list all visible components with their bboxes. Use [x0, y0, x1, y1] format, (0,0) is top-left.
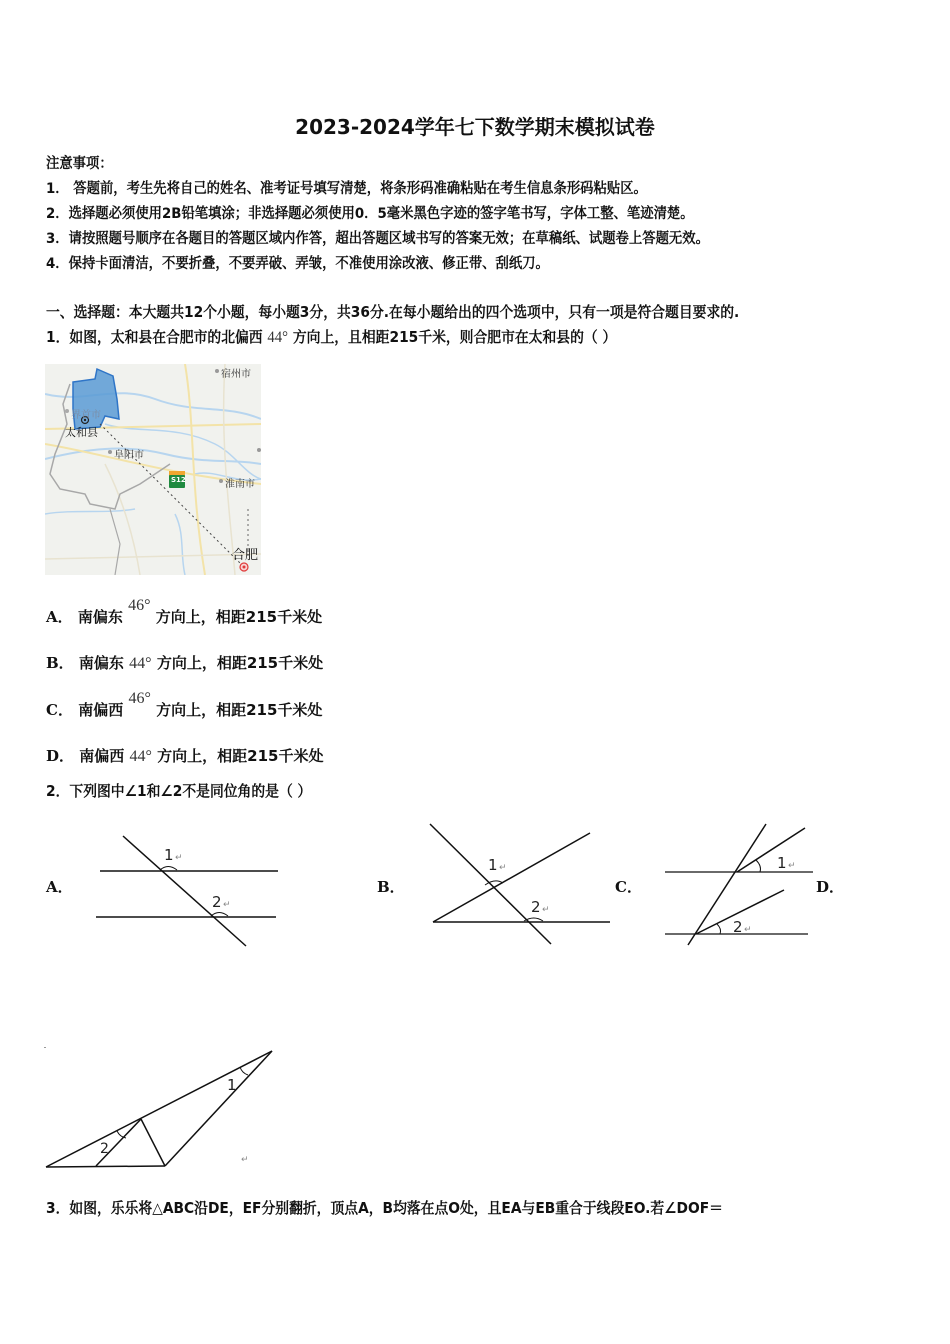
- q2-figure-c: [655, 820, 825, 950]
- q1-option-d[interactable]: [46, 745, 323, 766]
- q2-figure-b: [428, 820, 618, 950]
- map-label-jieshou: 界首市: [71, 410, 101, 421]
- q1-option-b[interactable]: [46, 652, 323, 673]
- option-letter: A．: [46, 608, 73, 626]
- option-letter: B．: [46, 654, 74, 672]
- q2-label-d[interactable]: D．: [816, 878, 845, 896]
- q1-stem-angle: 44°: [267, 329, 289, 346]
- angle-label-1: 1: [227, 1076, 237, 1094]
- option-direction: 南偏东: [78, 654, 124, 672]
- angle-label-2: 2: [212, 893, 222, 911]
- angle-label-1: 1: [488, 856, 498, 874]
- angle-label-1: 1: [777, 854, 787, 872]
- q1-stem-after: 方向上，且相距215千米，则合肥市在太和县的（ ）: [292, 328, 617, 346]
- return-mark: ↵: [223, 900, 231, 910]
- option-angle: 46°: [128, 597, 151, 614]
- option-direction: 南偏东: [77, 608, 123, 626]
- angle-label-2: 2: [531, 898, 541, 916]
- return-mark: ↵: [744, 925, 752, 935]
- map-label-fuyang: 阜阳市: [114, 450, 144, 461]
- option-direction: 南偏西: [79, 747, 125, 765]
- map-graphic: [45, 364, 261, 575]
- map-label-taihe: 太和县: [65, 426, 98, 439]
- map-road-badge: S12: [171, 476, 186, 484]
- section-heading: 一、选择题：本大题共12个小题，每小题3分，共36分.在每小题给出的四个选项中，只有一项是符合题目要求的.: [46, 303, 740, 321]
- notice-item-3: 3．请按照题号顺序在各题目的答题区域内作答，超出答题区域书写的答案无效；在草稿纸、试题卷上答题无效。: [46, 231, 709, 247]
- angle-label-2: 2: [733, 918, 743, 936]
- map-label-huainan: 淮南市: [225, 479, 255, 490]
- map-label-suzhou: 宿州市: [221, 369, 251, 380]
- option-rest: 方向上，相距215千米处: [155, 608, 323, 626]
- q1-option-a[interactable]: [46, 597, 323, 627]
- option-letter: D．: [46, 747, 75, 765]
- q1-option-c[interactable]: [46, 690, 323, 720]
- page-title: 2023-2024学年七下数学期末模拟试卷: [295, 115, 655, 139]
- option-rest: 方向上，相距215千米处: [156, 654, 324, 672]
- option-angle: 46°: [128, 690, 151, 707]
- return-mark: ↵: [175, 853, 183, 863]
- option-rest: 方向上，相距215千米处: [156, 701, 323, 719]
- return-mark: ↵: [241, 1155, 249, 1165]
- map-label-hefei: 合肥: [232, 548, 259, 563]
- option-rest: 方向上，相距215千米处: [157, 747, 324, 765]
- notice-item-1: 1． 答题前，考生先将自己的姓名、准考证号填写清楚，将条形码准确粘贴在考生信息条形码粘贴区。: [46, 181, 647, 197]
- question-1-stem: [46, 326, 616, 347]
- question-3-stem: 3．如图，乐乐将△ABC沿DE，EF分别翻折，顶点A，B均落在点O处，且EA与EB重合于线段EO.若∠DOF＝: [46, 1199, 723, 1217]
- q2-figure-a: [90, 830, 290, 950]
- option-direction: 南偏西: [78, 701, 124, 719]
- notice-item-4: 4．保持卡面清洁，不要折叠，不要弄破、弄皱，不准使用涂改液、修正带、刮纸刀。: [46, 256, 549, 272]
- question-2-stem: 2．下列图中∠1和∠2不是同位角的是（ ）: [46, 782, 312, 800]
- angle-label-1: 1: [164, 846, 174, 864]
- q2-label-c[interactable]: C．: [615, 878, 642, 896]
- return-mark: ↵: [499, 863, 507, 873]
- angle-label-2: 2: [100, 1141, 109, 1157]
- return-mark: ↵: [542, 905, 550, 915]
- option-angle: 44°: [129, 655, 152, 672]
- q1-stem-before: 1．如图，太和县在合肥市的北偏西: [46, 328, 263, 346]
- notice-heading: 注意事项：: [46, 156, 113, 172]
- return-mark: ↵: [788, 861, 796, 871]
- q2-label-b[interactable]: B．: [377, 878, 405, 896]
- q1-map-figure: [45, 364, 261, 575]
- q2-label-a[interactable]: A．: [46, 878, 73, 896]
- option-letter: C．: [46, 701, 73, 719]
- q2-figure-d: [40, 1045, 280, 1175]
- notice-item-2: 2．选择题必须使用2B铅笔填涂；非选择题必须使用0．5毫米黑色字迹的签字笔书写，字体工整、笔迹清楚。: [46, 206, 694, 222]
- option-angle: 44°: [129, 748, 152, 765]
